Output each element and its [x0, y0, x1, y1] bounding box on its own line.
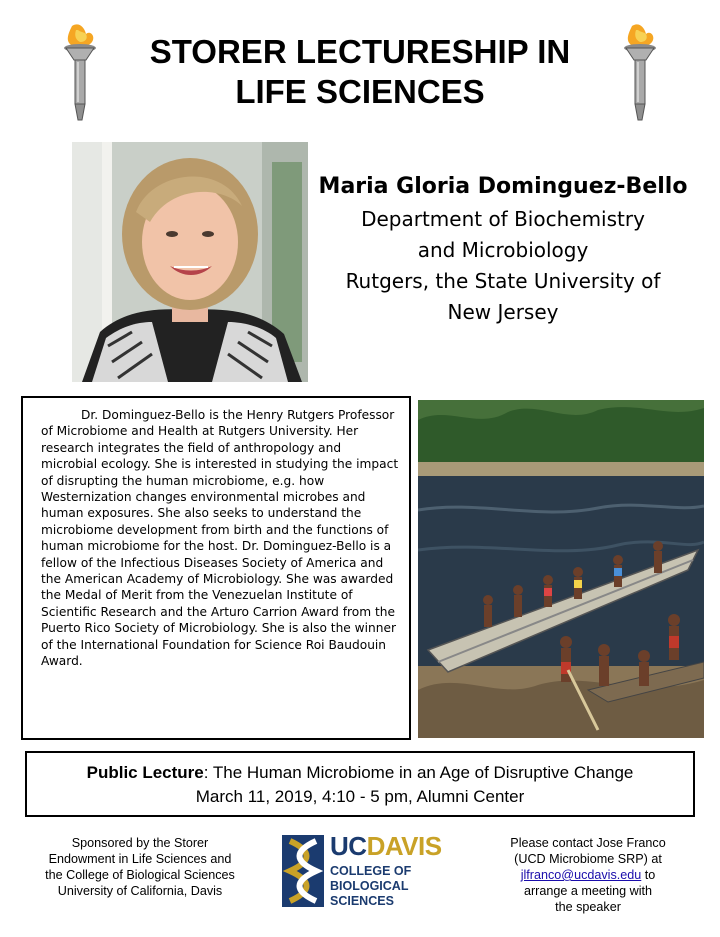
- college-line: COLLEGE OF: [330, 864, 412, 878]
- sponsor-line: University of California, Davis: [57, 884, 223, 898]
- lecture-label: Public Lecture: [86, 763, 204, 782]
- contact-to: to: [641, 868, 656, 882]
- speaker-portrait: [72, 142, 308, 382]
- contact-line: the speaker: [555, 900, 621, 914]
- bio-box: [21, 396, 411, 740]
- speaker-name: Maria Gloria Dominguez-Bello: [318, 174, 688, 199]
- title-line: STORER LECTURESHIP IN: [149, 33, 571, 70]
- sponsor-line: Sponsored by the Storer: [71, 836, 209, 850]
- sponsor-line: Endowment in Life Sciences and: [48, 852, 232, 866]
- college-line: BIOLOGICAL: [330, 879, 409, 893]
- torch-icon: [58, 22, 102, 122]
- college-name: [330, 864, 411, 909]
- contact-line: (UCD Microbiome SRP) at: [514, 852, 662, 866]
- field-photo: [418, 400, 704, 738]
- lecture-title: [27, 761, 693, 785]
- torch-icon: [618, 22, 662, 122]
- speaker-university: Rutgers, the State University of: [345, 269, 661, 293]
- contact-line: Please contact Jose Franco: [510, 836, 666, 850]
- sponsor-text: [25, 835, 255, 899]
- ucd-logo-wordmark: [330, 831, 442, 862]
- speaker-department: and Microbiology: [417, 238, 589, 262]
- contact-line: [488, 867, 688, 883]
- title-line: LIFE SCIENCES: [235, 73, 485, 110]
- lecture-box: [25, 751, 695, 817]
- page-title: [100, 32, 620, 112]
- ucd-helix-icon: [282, 835, 324, 907]
- lecture-datetime: March 11, 2019, 4:10 - 5 pm, Alumni Center: [195, 787, 525, 806]
- college-line: SCIENCES: [330, 894, 394, 908]
- contact-text: [488, 835, 688, 915]
- speaker-info: [318, 170, 688, 328]
- speaker-university: New Jersey: [447, 300, 559, 324]
- contact-email-link[interactable]: jlfranco@ucdavis.edu: [520, 868, 642, 882]
- sponsor-line: the College of Biological Sciences: [45, 868, 235, 882]
- lecture-topic: : The Human Microbiome in an Age of Disruptive Change: [203, 763, 634, 782]
- contact-line: arrange a meeting with: [523, 884, 653, 898]
- speaker-department: Department of Biochemistry: [361, 207, 645, 231]
- ucd-logo-davis: DAVIS: [366, 831, 442, 861]
- bio-text: Dr. Dominguez-Bello is the Henry Rutgers Professor of Microbiome and Health at Rutgers University. Her research integrates the field of anthropology and microbial ecology. She is interested in studying the impact of disrupting the human microbiome, e.g. how Westernization changes environmental microbes and human exposures. She also seeks to understand the microbiome development from birth and the functions of human microbiome for the host. Dr. Dominguez-Bello is a fellow of the Infectious Diseases Society of America and the American Academy of Microbiology. She was awarded the Medal of Merit from the Venezuelan Institute of Scientific Research and the Arturo Carrion Award from the Puerto Rico Society of Microbiology. She is also the winner of the International Foundation for Science Roi Baudouin Award.: [41, 408, 399, 669]
- ucd-logo-uc: UC: [330, 831, 367, 861]
